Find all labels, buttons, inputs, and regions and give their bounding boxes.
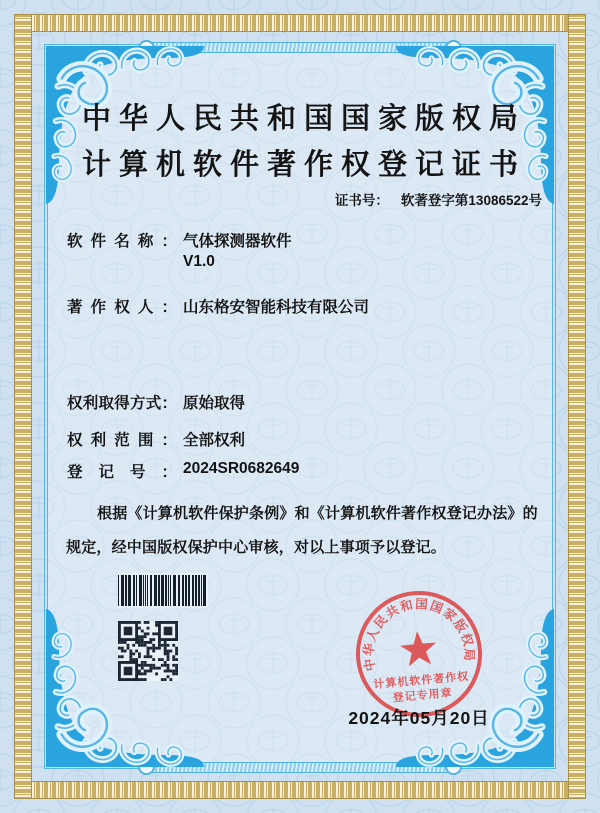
field-label: 权利取得方式：	[67, 395, 177, 412]
field-value: 山东格安智能科技有限公司	[183, 299, 370, 316]
gold-border-top	[31, 15, 569, 31]
field-rights-scope	[67, 428, 246, 450]
seal-star-icon	[399, 630, 438, 667]
barcode	[118, 573, 208, 608]
field-copyright-owner	[67, 295, 370, 317]
seal-arc-text: 中华人民共和国国家版权局	[361, 597, 477, 673]
issuer-title: 中华人民共和国国家版权局	[81, 103, 526, 135]
certificate-number-label: 证书号：	[334, 193, 389, 208]
registration-date: 2024年05月20日	[348, 708, 490, 728]
certificate-number-row	[335, 189, 542, 209]
gold-border-bottom	[31, 782, 569, 798]
qr-code	[118, 621, 178, 681]
field-label: 软件名称：	[67, 233, 177, 250]
field-label: 权利范围：	[67, 432, 177, 449]
field-value: 全部权利	[183, 432, 246, 449]
field-value: V1.0	[183, 253, 215, 270]
registration-statement: 根据《计算机软件保护条例》和《计算机软件著作权登记办法》的规定，经中国版权保护中心审核，对以上事项予以登记。	[66, 505, 538, 556]
field-value: 气体探测器软件	[183, 233, 292, 250]
field-acquisition-method	[67, 391, 246, 413]
field-value: 原始取得	[183, 395, 246, 412]
field-software-name	[67, 229, 292, 251]
certificate-title: 计算机软件著作权登记证书	[81, 149, 526, 181]
certificate-number-value: 软著登字第13086522号	[400, 193, 542, 208]
field-label: 著作权人：	[67, 299, 177, 316]
field-value: 2024SR0682649	[183, 460, 300, 477]
seal-line2: 登记专用章	[392, 687, 454, 705]
field-label: 登记号：	[67, 464, 177, 481]
field-registration-number	[67, 460, 300, 482]
seal-line1: 计算机软件著作权	[373, 670, 470, 692]
